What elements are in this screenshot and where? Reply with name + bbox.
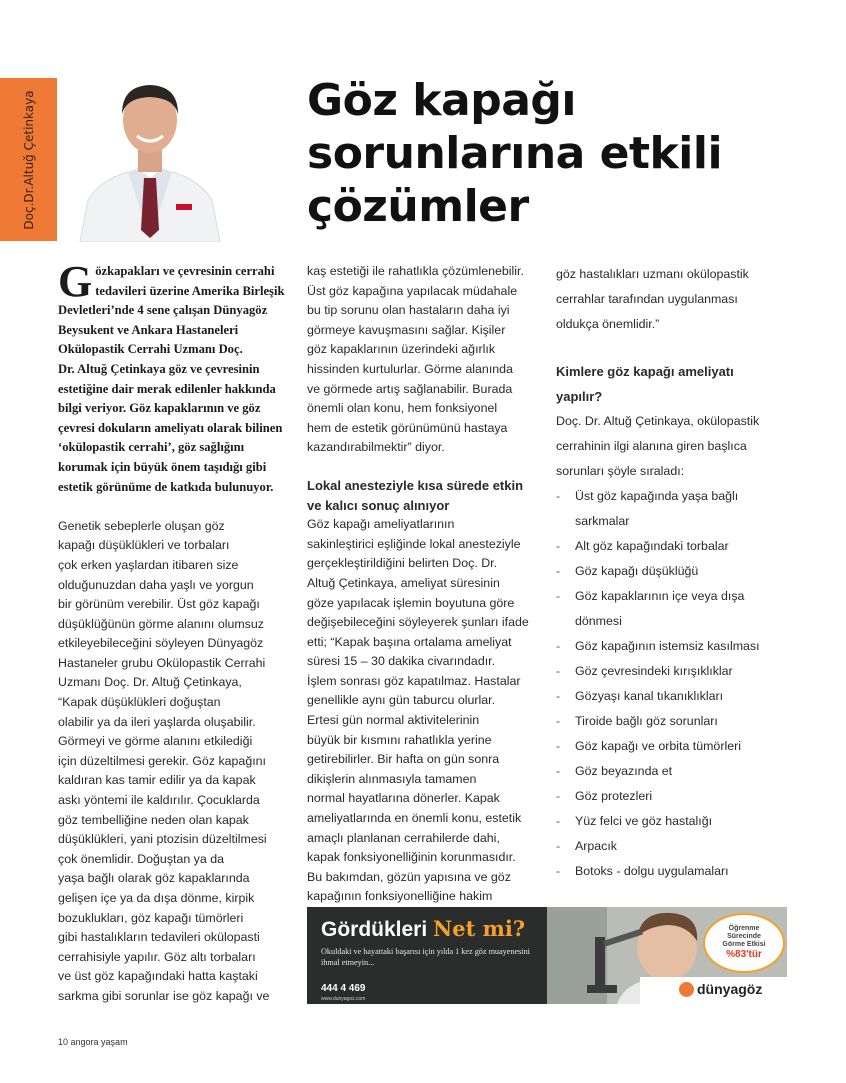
body-line: gelişen içe ya da dışa dönme, kirpik bbox=[58, 891, 255, 905]
ad-tagline: Okuldaki ve hayattaki başarısı için yılda 1 kez göz muayenesini ihmal etmeyin... bbox=[321, 947, 530, 967]
body-line: önemli olan konu, hem fonksiyonel bbox=[307, 401, 498, 416]
list-item bbox=[556, 534, 791, 559]
body-line: Bu bakımdan, gözün yapısına ve göz bbox=[307, 869, 511, 884]
body-line: düşüklüğünün görme alanını olumsuz bbox=[58, 616, 264, 631]
list-dash: - bbox=[556, 814, 561, 828]
body-line: gibi hastalıkların tedavileri okülopasti bbox=[58, 930, 260, 945]
intro-line: çevresi dokuların ameliyatı olarak bilinen bbox=[58, 420, 283, 435]
list-item-line: Göz protezleri bbox=[575, 789, 653, 803]
body-paragraph bbox=[307, 515, 542, 907]
body-line: kapağı düşüklükleri ve torbaları bbox=[58, 538, 230, 553]
magazine-name: angora yaşam bbox=[70, 1037, 128, 1047]
intro-line: Okülopastik Cerrahi Uzmanı Doç. bbox=[58, 342, 243, 357]
intro-line: özkapakları ve çevresinin cerrahi bbox=[95, 264, 275, 278]
page-number: 10 bbox=[58, 1037, 69, 1047]
section-subheading bbox=[556, 359, 791, 409]
intro-line: Devletleri’nde 4 sene çalışan Dünyagöz bbox=[58, 303, 268, 318]
body-paragraph bbox=[307, 262, 542, 458]
body-line: getirebilirler. Bir hafta on gün sonra bbox=[307, 752, 500, 767]
body-line: Görmeyi ve görme alanını etkilediği bbox=[58, 734, 253, 749]
intro-line: Dr. Altuğ Çetinkaya göz ve çevresinin bbox=[58, 361, 260, 376]
ad-phone[interactable]: 444 4 469 bbox=[321, 983, 366, 994]
badge-percent: %83'tür bbox=[726, 949, 762, 960]
article-title bbox=[307, 74, 807, 233]
body-line: cerrahinin ilgi alanına giren başlıca bbox=[556, 439, 747, 453]
ad-headline-b: Net mi? bbox=[433, 916, 526, 941]
list-dash: - bbox=[556, 789, 561, 803]
drop-cap: G bbox=[58, 257, 93, 306]
list-dash: - bbox=[556, 839, 561, 853]
body-line: çok erken yaşlardan itibaren size bbox=[58, 557, 239, 572]
list-item-line: Göz beyazında et bbox=[575, 764, 673, 778]
body-line: etti; “Kapak başına ortalama ameliyat bbox=[307, 634, 512, 649]
body-line: Altuğ Çetinkaya, ameliyat süresinin bbox=[307, 575, 500, 590]
author-side-tab bbox=[0, 78, 57, 241]
body-line: Göz kapağı ameliyatlarının bbox=[307, 517, 455, 532]
list-dash: - bbox=[556, 564, 561, 578]
column-3 bbox=[556, 262, 791, 884]
list-item-line: Tiroide bağlı göz sorunları bbox=[575, 714, 718, 728]
column-1 bbox=[58, 257, 293, 1007]
body-line: ve görmede artış sağlanabilir. Burada bbox=[307, 381, 513, 396]
body-line: bozuklukları, göz kapağı tümörleri bbox=[58, 910, 244, 925]
body-line: normal hayatlarına dönerler. Kapak bbox=[307, 791, 500, 806]
page-footer bbox=[58, 1037, 128, 1047]
badge-line: Görme Etkisi bbox=[722, 941, 766, 948]
list-dash: - bbox=[556, 739, 561, 753]
body-line: süresi 15 – 30 dakika civarındadır. bbox=[307, 654, 496, 669]
list-item bbox=[556, 559, 791, 584]
body-line: etkileyebileceğini söyleyen Dünyagöz bbox=[58, 636, 264, 651]
body-line: olabilir ya da ileri yaşlarda oluşabilir. bbox=[58, 714, 256, 729]
body-line: cerrahlar tarafından uygulanması bbox=[556, 292, 738, 306]
list-dash: - bbox=[556, 539, 561, 553]
body-line: Üst göz kapağına yapılacak müdahale bbox=[307, 283, 518, 298]
body-line: göz hastalıkları uzmanı okülopastik bbox=[556, 267, 749, 281]
ad-brand-logo: dünyagöz bbox=[697, 981, 763, 997]
body-line: genellikle aynı gün taburcu olurlar. bbox=[307, 693, 496, 708]
body-line: sorunları şöyle sıraladı: bbox=[556, 464, 685, 478]
advertisement-banner[interactable] bbox=[307, 907, 787, 1004]
intro-line: bilgi veriyor. Göz kapaklarının ve göz bbox=[58, 401, 261, 416]
section-subheading bbox=[307, 476, 542, 515]
list-item-line: Üst göz kapağında yaşa bağlı bbox=[575, 489, 739, 503]
body-line: gerçekleştirildiğini belirten Doç. Dr. bbox=[307, 556, 498, 571]
doctor-portrait bbox=[70, 80, 230, 242]
list-item bbox=[556, 834, 791, 859]
body-line: düşüklükleri, yani ptozisin düzeltilmesi bbox=[58, 832, 267, 847]
list-dash: - bbox=[556, 764, 561, 778]
body-line: ameliyatlarında en önemli konu, estetik bbox=[307, 811, 522, 826]
subheading-line: ve kalıcı sonuç alınıyor bbox=[307, 497, 450, 513]
body-line: çok önemlidir. Doğuştan ya da bbox=[58, 851, 224, 866]
intro-line: Beysukent ve Ankara Hastaneleri bbox=[58, 322, 239, 337]
body-line: kapak fonksiyonelliğinin korunmasıdır. bbox=[307, 850, 516, 865]
body-line: Ertesi gün normal aktivitelerinin bbox=[307, 713, 480, 728]
body-line: kazandırabilmektir” diyor. bbox=[307, 440, 445, 455]
body-line: Genetik sebeplerle oluşan göz bbox=[58, 518, 225, 533]
subheading-line: Lokal anesteziyle kısa sürede etkin bbox=[307, 477, 524, 493]
body-line: olduğunuzdan daha yaşlı ve yorgun bbox=[58, 577, 254, 592]
brand-logo-icon bbox=[679, 982, 694, 997]
list-item bbox=[556, 759, 791, 784]
body-line: hissinden kurtulurlar. Görme alanında bbox=[307, 361, 513, 376]
list-item-line: Botoks - dolgu uygulamaları bbox=[575, 864, 729, 878]
badge-line: Öğrenme bbox=[728, 925, 760, 932]
intro-line: tedavileri üzerine Amerika Birleşik bbox=[95, 283, 285, 298]
ad-headline-a: Gördükleri bbox=[321, 918, 434, 941]
column-2 bbox=[307, 262, 542, 907]
title-line: sorunlarına etkili bbox=[307, 128, 723, 179]
body-line: “Kapak düşüklükleri doğuştan bbox=[58, 695, 221, 710]
body-line: İşlem sonrası göz kapatılmaz. Hastalar bbox=[307, 673, 521, 688]
body-line: göz kapaklarının üzerindeki ağırlık bbox=[307, 342, 496, 357]
body-line: bu tip sorunu olan hastaların daha iyi bbox=[307, 303, 510, 318]
body-paragraph bbox=[556, 409, 791, 484]
author-name: Doç.Dr.Altuğ Çetinkaya bbox=[21, 89, 36, 230]
list-item-line: Göz çevresindeki kırışıklıklar bbox=[575, 664, 733, 678]
badge-line: Sürecinde bbox=[727, 933, 761, 940]
list-dash: - bbox=[556, 864, 561, 878]
body-line: oldukça önemlidir.” bbox=[556, 317, 660, 331]
list-item bbox=[556, 859, 791, 884]
list-item bbox=[556, 734, 791, 759]
body-line: büyük bir kısmını rahatlıkla yerine bbox=[307, 732, 492, 747]
body-line: sakinleştirici eşliğinde lokal anesteziyle bbox=[307, 536, 521, 551]
body-line: ve üst göz kapağındaki hatta kaştaki bbox=[58, 969, 258, 984]
body-line: cerrahisiyle yapılır. Göz altı torbaları bbox=[58, 949, 256, 964]
body-line: kaş estetiği ile rahatlıkla çözümlenebilir. bbox=[307, 264, 524, 278]
body-line: Doç. Dr. Altuğ Çetinkaya, okülopastik bbox=[556, 414, 760, 428]
body-line: yaşa bağlı olarak göz kapaklarında bbox=[58, 871, 250, 886]
list-item-line: Göz kapağı ve orbita tümörleri bbox=[575, 739, 741, 753]
list-dash: - bbox=[556, 714, 561, 728]
subheading-line: Kimlere göz kapağı ameliyatı bbox=[556, 364, 734, 379]
body-line: sarkma gibi sorunlar ise göz kapağı ve bbox=[58, 988, 270, 1003]
list-item-line: sarkmalar bbox=[575, 514, 630, 528]
list-item-line: Gözyaşı kanal tıkanıklıkları bbox=[575, 689, 724, 703]
intro-line: estetiğine dair merak edilenler hakkında bbox=[58, 381, 276, 396]
body-line: amaçlı planlanan cerrahilerde dahi, bbox=[307, 830, 500, 845]
title-line: Göz kapağı bbox=[307, 75, 576, 126]
list-item-line: Yüz felci ve göz hastalığı bbox=[575, 814, 713, 828]
list-dash: - bbox=[556, 639, 561, 653]
intro-line: ‘okülopastik cerrahi’, göz sağlığını bbox=[58, 440, 245, 455]
list-item-line: Arpacık bbox=[575, 839, 618, 853]
body-line: bir görünüm verebilir. Üst göz kapağı bbox=[58, 597, 260, 612]
list-item bbox=[556, 809, 791, 834]
body-line: değişebileceğini söyleyerek şunları ifade bbox=[307, 615, 529, 630]
body-line: göz tembelliğine neden olan kapak bbox=[58, 812, 249, 827]
body-line: görmeye kavuşmasını sağlar. Kişiler bbox=[307, 322, 506, 337]
body-line: için düzeltilmesi gerekir. Göz kapağını bbox=[58, 753, 266, 768]
list-item-line: Alt göz kapağındaki torbalar bbox=[575, 539, 729, 553]
list-item bbox=[556, 784, 791, 809]
intro-line: korumak için büyük önem taşıdığı gibi bbox=[58, 459, 267, 474]
list-item-line: dönmesi bbox=[575, 614, 622, 628]
body-line: hem de estetik görünümünü hastaya bbox=[307, 420, 508, 435]
list-dash: - bbox=[556, 689, 561, 703]
body-paragraph bbox=[58, 517, 293, 1007]
list-item bbox=[556, 659, 791, 684]
body-line: kapağının fonksiyonelliğine hakim bbox=[307, 889, 493, 904]
intro-line: estetik görünüme de katkıda bulunuyor. bbox=[58, 479, 274, 494]
intro-paragraph bbox=[58, 257, 293, 497]
title-line: çözümler bbox=[307, 181, 529, 232]
list-item bbox=[556, 684, 791, 709]
body-line: Uzmanı Doç. Dr. Altuğ Çetinkaya, bbox=[58, 675, 242, 690]
ad-website[interactable]: www.dunyagoz.com bbox=[321, 996, 366, 1002]
subheading-line: yapılır? bbox=[556, 389, 603, 404]
body-line: kaldıran kas tamir edilir ya da kapak bbox=[58, 773, 256, 788]
list-dash: - bbox=[556, 489, 561, 503]
list-item bbox=[556, 484, 791, 534]
list-item bbox=[556, 634, 791, 659]
list-item bbox=[556, 709, 791, 734]
list-item bbox=[556, 584, 791, 634]
problem-list bbox=[556, 484, 791, 884]
body-line: göze yapılacak işlemin boyutuna göre bbox=[307, 595, 515, 610]
body-paragraph bbox=[556, 262, 791, 337]
ad-headline bbox=[321, 916, 525, 942]
list-item-line: Göz kapağı düşüklüğü bbox=[575, 564, 699, 578]
list-item-line: Göz kapaklarının içe veya dışa bbox=[575, 589, 745, 603]
ad-stat-badge bbox=[703, 913, 785, 973]
body-line: Hastaneler grubu Okülopastik Cerrahi bbox=[58, 655, 266, 670]
list-dash: - bbox=[556, 589, 561, 603]
list-item-line: Göz kapağının istemsiz kasılması bbox=[575, 639, 760, 653]
body-line: askı yöntemi ile kaldırılır. Çocuklarda bbox=[58, 793, 260, 808]
list-dash: - bbox=[556, 664, 561, 678]
body-line: dikişlerin alınmasıyla tamamen bbox=[307, 771, 477, 786]
